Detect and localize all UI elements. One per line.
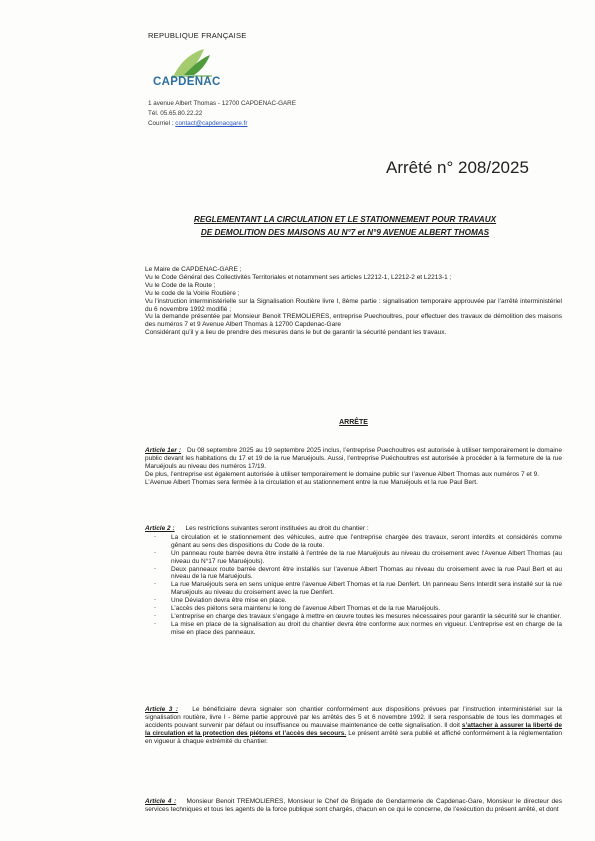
preamble-line: Vu la demande présentée par Monsieur Benoit TREMOLIERES, entreprise Puechoultres, pour effectuer des travaux de démolition des maisons des numéros 7 et 9 Avenue Albert Thomas à 12700 Capdenac-Gare (145, 313, 562, 329)
article-1-text: L’Avenue Albert Thomas sera fermée à la circulation et au stationnement entre la rue Maruéjouls et la rue Paul Bert. (145, 478, 478, 486)
article-1-text: De plus, l’entreprise est également autorisée à utiliser temporairement le domaine public sur l’avenue Albert Thomas aux numéros 7 et 9. (145, 470, 540, 478)
subject-line-2: DE DEMOLITION DES MAISONS AU N°7 et N°9 AVENUE ALBERT THOMAS (200, 228, 490, 237)
article-2 (145, 525, 562, 637)
list-item: - Un panneau route barrée devra être installé à l’entrée de la rue Maruéjouls au niveau du croisement avec l’Avenue Albert Thomas (au niveau du N°17 rue Maruéjouls). (154, 549, 562, 565)
capdenac-logo-icon (170, 47, 214, 77)
article-2-label: Article 2 : (145, 525, 175, 532)
article-4-text: Monsieur Benoit TREMOLIERES, Monsieur le Chef de Brigade de Gendarmerie de Capdenac-Gare, Monsieur le directeur des services techniques et tous les agents de la force publique sont chargés, chacun en ce qui le concerne, de l’exécution du présent arrêté, et dont (145, 798, 562, 813)
article-3 (145, 706, 562, 746)
subject-line-1: REGLEMENTANT LA CIRCULATION ET LE STATIONNEMENT POUR TRAVAUX (193, 215, 497, 224)
decree-number: Arrêté n° 208/2025 (386, 158, 529, 177)
decree-subject (130, 213, 560, 239)
article-3-label: Article 3 : (145, 706, 179, 713)
article-1-text: Du 08 septembre 2025 au 19 septembre 2025 inclus, l’entreprise Puechoultres est autorisée à utiliser temporairement le domaine public devant les habitations du 17 et 19 de la rue Maruéjouls. Aussi, l’entreprise Puéchoultres est autorisée à procéder à la fermeture de la rue Maruéjouls au niveau des numéros 17/19. (145, 447, 563, 470)
arrete-heading: ARRÊTE (339, 419, 368, 426)
email-link[interactable]: contact@capdenacgare.fr (175, 120, 248, 127)
restrictions-list (145, 534, 562, 637)
list-item: - Deux panneaux route barrée devront être installés sur l’avenue Albert Thomas au niveau du croisement avec la rue Paul Bert et au niveau de la rue Maruéjouls. (154, 565, 562, 581)
article-3-emphasis: s’attacher à assurer la liberté de la circulation et la protection des piétons et l’accès des secours. (145, 721, 563, 737)
bullet: - (154, 533, 156, 540)
bullet: - (154, 605, 156, 612)
brand-name: CAPDENAC (153, 76, 221, 88)
preamble (145, 266, 562, 337)
list-item: - L’entreprise en charge des travaux s’engage à mettre en œuvre toutes les mesures nécessaires pour garantir la sécurité sur le chantier. (154, 612, 562, 620)
preamble-line: Le Maire de CAPDENAC-GARE ; (145, 266, 242, 273)
article-1-label: Article 1er : (145, 447, 182, 454)
bullet: - (154, 549, 156, 556)
bullet: - (154, 612, 156, 619)
article-3-text: Le présent arrêté sera publié et affiché conformément à la réglementation en vigueur à chaque extrémité du chantier. (145, 729, 562, 745)
article-3-text: Le bénéficiaire devra signaler son chantier conformément aux dispositions prévues par l’instruction interministériel sur la signalisation routière, livre I - 8ème partie approuvé par les arrêtés des 5 et 6 novembre 1992. Il sera responsable de tous les dommages et accidents pouvant survenir par défaut ou insuffisance ou mauvaise maintenance de cette signalisation. Il doit (145, 706, 562, 729)
email-label: Courriel : (148, 120, 174, 127)
preamble-line: Considérant qu’il y a lieu de prendre des mesures dans le but de garantir la sécurité pendant les travaux. (145, 329, 447, 337)
preamble-line: Vu le code de la Voirie Routière ; (145, 289, 240, 297)
republic-header: REPUBLIQUE FRANÇAISE (148, 31, 247, 40)
list-item: - Une Déviation devra être mise en place. (154, 597, 287, 605)
address: 1 avenue Albert Thomas - 12700 CAPDENAC-GARE (148, 100, 296, 107)
list-item: - L’accès des piétons sera maintenu le long de l’avenue Albert Thomas et de la rue Maruéjouls. (154, 605, 441, 613)
article-4 (145, 798, 562, 814)
preamble-line: Vu le Code Général des Collectivités Territoriales et notamment ses articles L2212-1, L2212-2 et L2213-1 ; (145, 273, 452, 281)
article-4-label: Article 4 : (145, 798, 177, 805)
list-item: - La rue Maruéjouls sera en sens unique entre l’avenue Albert Thomas et la rue Denfert. Un panneau Sens Interdit sera installé sur la rue Maruéjouls au niveau du croisement avec la rue Denfert. (154, 581, 562, 597)
preamble-line: Vu le Code de la Route ; (145, 281, 216, 289)
bullet: - (154, 620, 156, 627)
article-2-intro: Les restrictions suivantes seront instituées au droit du chantier : (185, 525, 369, 532)
article-1 (145, 447, 562, 487)
bullet: - (154, 597, 156, 604)
bullet: - (154, 581, 156, 588)
bullet: - (154, 565, 156, 572)
list-item: - La circulation et le stationnement des véhicules, autre que l’entreprise chargée des travaux, seront interdits et considérés comme gênant au sens des dispositions du Code de la route. (154, 533, 562, 549)
telephone: Tél. 05.65.80.22.22 (148, 110, 203, 117)
list-item: - La mise en place de la signalisation au droit du chantier devra être conforme aux normes en vigueur. L’entreprise est en charge de la mise en place des panneaux. (154, 620, 562, 636)
email-line (148, 120, 248, 127)
preamble-line: Vu l’instruction interministérielle sur la Signalisation Routière livre I, 8ème partie : signalisation temporaire approuvée par l’arrêté interministériel du 6 novembre 1992 modifié ; (145, 297, 562, 313)
